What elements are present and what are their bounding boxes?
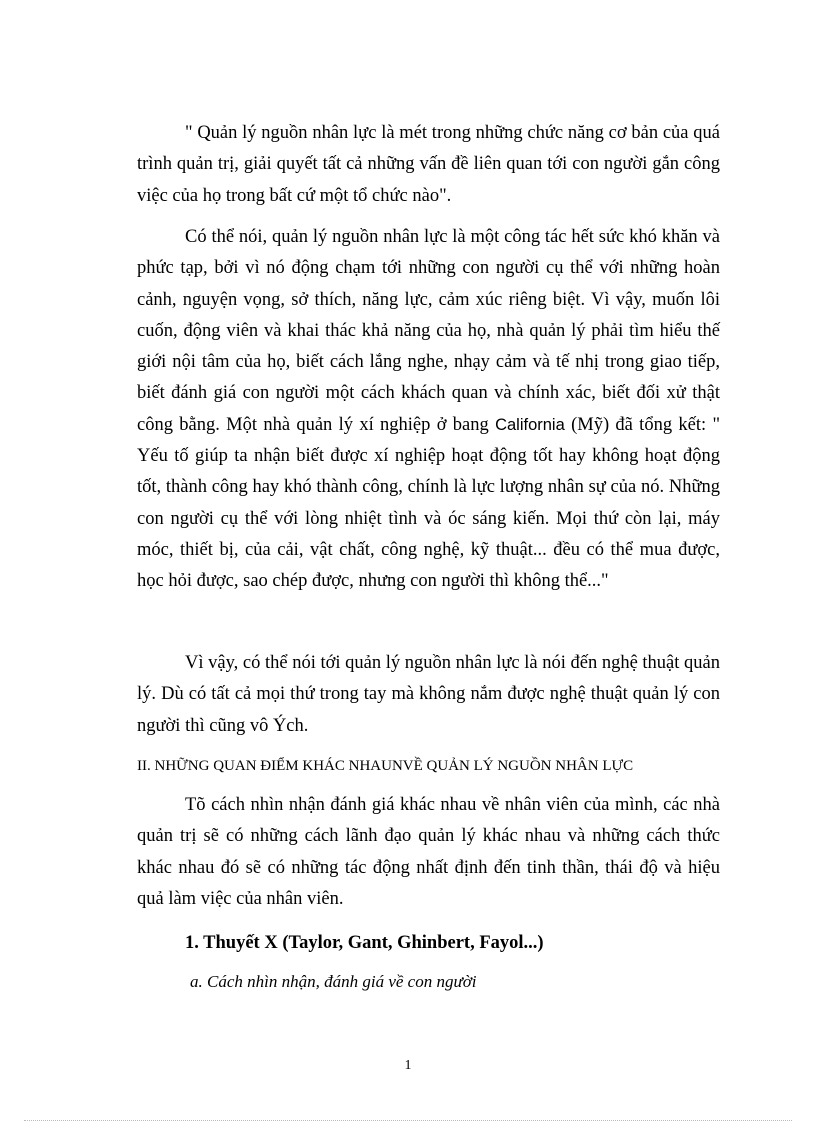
page-bottom-divider <box>24 1120 792 1121</box>
subsubsection-heading: a. Cách nhìn nhận, đánh giá về con người <box>190 972 477 991</box>
section-heading: II. NHỮNG QUAN ĐIỂM KHÁC NHAUNVỀ QUẢN LÝ NGUỒN NHÂN LỰC <box>137 758 634 774</box>
paragraph-conclusion: Vì vậy, có thể nói tới quản lý nguồn nhân lực là nói đến nghệ thuật quản lý. Dù có tất cả mọi thứ trong tay mà không nắm được nghệ thuật quản lý con người thì cũng vô Ých. <box>137 653 720 736</box>
state-name: California <box>495 415 565 434</box>
subsection-heading: 1. Thuyết X (Taylor, Gant, Ghinbert, Fayol...) <box>185 933 544 953</box>
paragraph-definition: " Quản lý nguồn nhân lực là mét trong những chức năng cơ bản của quá trình quản trị, giải quyết tất cả những vấn đề liên quan tới con người gắn công việc của họ trong bất cứ một tổ chức nào". <box>137 123 720 206</box>
paragraph-perspectives: Tõ cách nhìn nhận đánh giá khác nhau về nhân viên của mình, các nhà quản trị sẽ có những cách lãnh đạo quản lý khác nhau và những cách thức khác nhau đó sẽ có những tác động nhất định đến tinh thần, thái độ và hiệu quả làm việc của nhân viên. <box>137 795 720 909</box>
paragraph-complexity-quote: (Mỹ) đã tổng kết: " Yếu tố giúp ta nhận biết được xí nghiệp hoạt động tốt hay không hoạt động tốt, thành công hay khó thành công, chính là lực lượng nhân sự của nó. Những con người cụ thể với lòng nhiệt tình và óc sáng kiến. Mọi thứ còn lại, máy móc, thiết bị, của cải, vật chất, công nghệ, kỹ thuật... đều có thể mua được, học hỏi được, sao chép được, nhưng con người thì không thể..." <box>137 414 720 592</box>
page-number: 1 <box>404 1058 412 1073</box>
paragraph-complexity <box>137 222 720 598</box>
paragraph-complexity-text: Có thể nói, quản lý nguồn nhân lực là một công tác hết sức khó khăn và phức tạp, bởi vì nó động chạm tới những con người cụ thể với những hoàn cảnh, nguyện vọng, sở thích, năng lực, cảm xúc riêng biệt. Vì vậy, muốn lôi cuốn, động viên và khai thác khả năng của họ, nhà quản lý phải tìm hiểu thế giới nội tâm của họ, biết cách lắng nghe, nhạy cảm và tế nhị trong giao tiếp, biết đánh giá con người một cách khách quan và chính xác, biết đối xử thật công bằng. Một nhà quản lý xí nghiệp ở bang <box>137 227 720 435</box>
